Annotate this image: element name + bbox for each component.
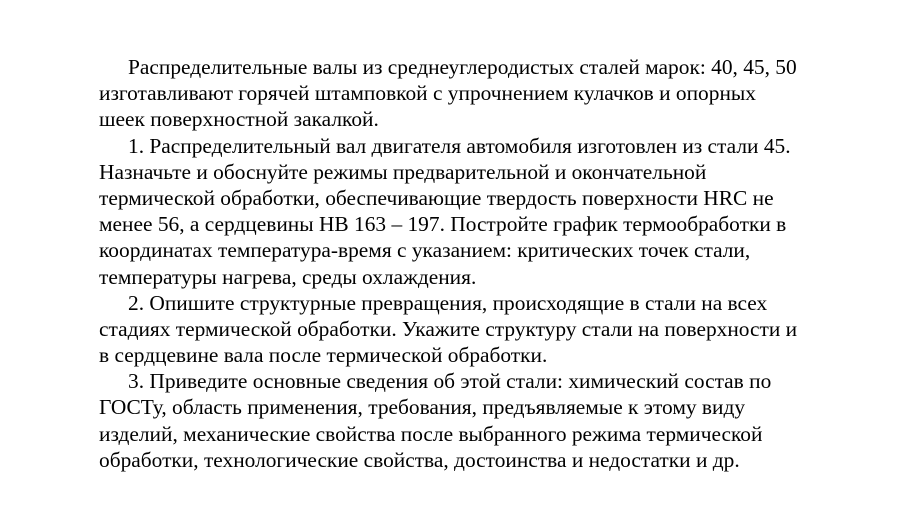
document-text (99, 54, 869, 473)
intro-line-1: Распределительные валы из среднеуглеродистых сталей марок: 40, 45, 50 (128, 55, 797, 79)
task-1-line-6: температуры нагрева, среды охлаждения. (99, 264, 477, 289)
task-1-line-3: термической обработки, обеспечивающие твердость поверхности HRC не (99, 185, 774, 210)
task-3-line-4: обработки, технологические свойства, достоинства и недостатки и др. (99, 447, 740, 472)
task-item-1 (99, 133, 869, 290)
task-1-line-4: менее 56, а сердцевины НВ 163 – 197. Постройте график термообработки в (99, 212, 787, 237)
task-2-line-3: в сердцевине вала после термической обработки. (99, 343, 548, 368)
task-3-line-2: ГОСТу, область применения, требования, предъявляемые к этому виду (99, 395, 746, 420)
intro-line-3: шеек поверхностной закалкой. (99, 107, 379, 132)
intro-line-2: изготавливают горячей штамповкой с упрочнением кулачков и опорных (99, 81, 756, 106)
task-item-3 (99, 368, 869, 473)
task-3-line-3: изделий, механические свойства после выбранного режима термической (99, 421, 763, 446)
task-2-line-2: стадиях термической обработки. Укажите структуру стали на поверхности и (99, 316, 798, 341)
task-1-line-1: 1. Распределительный вал двигателя автомобиля изготовлен из стали 45. (128, 133, 791, 158)
intro-paragraph (99, 54, 869, 133)
task-item-2 (99, 290, 869, 369)
task-2-line-1: 2. Опишите структурные превращения, происходящие в стали на всех (128, 290, 768, 315)
task-1-line-2: Назначьте и обоснуйте режимы предварительной и окончательной (99, 159, 707, 184)
task-3-line-1: 3. Приведите основные сведения об этой стали: химический состав по (128, 369, 772, 394)
task-1-line-5: координатах температура-время с указанием: критических точек стали, (99, 238, 751, 263)
